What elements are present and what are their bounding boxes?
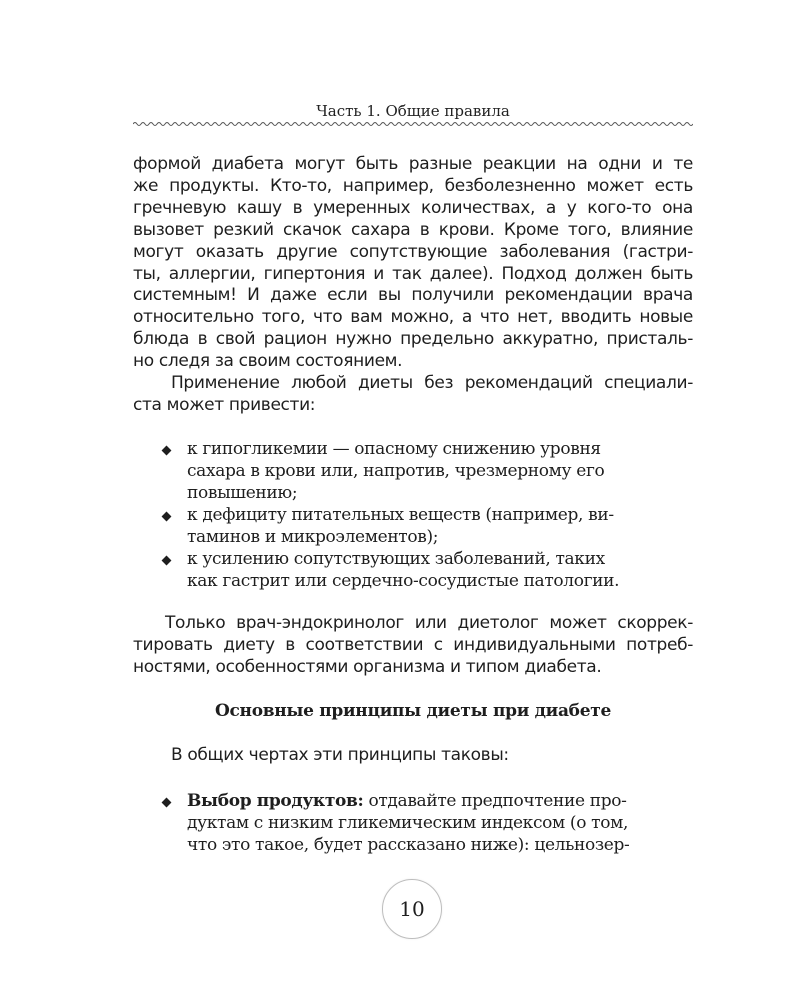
list-item xyxy=(163,790,683,856)
text-line: к усилению сопутствующих заболеваний, таких xyxy=(187,549,605,569)
text-line: Применение любой диеты без рекомендаций специали- xyxy=(171,373,693,393)
text-line: сахара в крови или, напротив, чрезмерному его xyxy=(187,461,605,481)
text-line: повышению; xyxy=(187,483,298,503)
paragraph-doctor-advice xyxy=(133,613,693,679)
page-number-badge xyxy=(382,879,442,939)
text-line: ностями, особенностями организма и типом диабета. xyxy=(133,656,602,677)
text-line: таминов и микроэлементов); xyxy=(187,527,439,547)
section-heading: Основные принципы диеты при диабете xyxy=(215,701,611,721)
text-line: что это такое, будет рассказано ниже): цельнозер- xyxy=(187,835,630,855)
principles-list xyxy=(163,790,683,856)
text-line: могут оказать другие сопутствующие заболевания (гастри- xyxy=(133,241,693,262)
list-item xyxy=(163,438,683,504)
text-line: вызовет резкий скачок сахара в крови. Кроме того, влияние xyxy=(133,219,693,240)
risks-list xyxy=(163,438,683,592)
text-line: системным! И даже если вы получили рекомендации врача xyxy=(133,285,693,306)
text-line: к гипогликемии — опасному снижению уровня xyxy=(187,439,601,459)
text-line: ста может привести: xyxy=(133,394,316,415)
list-item xyxy=(163,504,683,548)
diamond-bullet-icon xyxy=(162,556,172,566)
text-line: относительно того, что вам можно, а что нет, вводить новые xyxy=(133,307,693,328)
diamond-bullet-icon xyxy=(162,798,172,808)
diamond-bullet-icon xyxy=(162,512,172,522)
text-line: но следя за своим состоянием. xyxy=(133,351,403,372)
text-line: гречневую кашу в умеренных количествах, а у кого-то она xyxy=(133,197,693,218)
text-line: же продукты. Кто-то, например, безболезненно может есть xyxy=(133,175,693,196)
running-head-title: Часть 1. Общие правила xyxy=(316,102,510,120)
text-line: блюда в свой рацион нужно предельно аккуратно, присталь- xyxy=(133,329,693,350)
text-line: дуктам с низким гликемическим индексом (о том, xyxy=(187,813,629,833)
list-item xyxy=(163,548,683,592)
text-line: отдавайте предпочтение про- xyxy=(368,791,627,811)
diamond-bullet-icon xyxy=(162,446,172,456)
text-line: тировать диету в соответствии с индивидуальными потреб- xyxy=(133,634,693,655)
header-wavy-rule xyxy=(133,120,693,128)
principle-term: Выбор продуктов: xyxy=(187,791,364,811)
paragraph-reactions xyxy=(133,154,693,373)
page-number: 10 xyxy=(399,897,425,921)
text-line: к дефициту питательных веществ (например, ви- xyxy=(187,505,614,525)
text-line: Только врач-эндокринолог или диетолог может скоррек- xyxy=(165,613,693,633)
text-line: формой диабета могут быть разные реакции на одни и те xyxy=(133,154,693,174)
paragraph-diet-risks-intro xyxy=(133,373,693,417)
text-line: как гастрит или сердечно-сосудистые патологии. xyxy=(187,571,620,591)
principles-intro: В общих чертах эти принципы таковы: xyxy=(171,745,509,765)
text-line: ты, аллергии, гипертония и так далее). Подход должен быть xyxy=(133,263,693,284)
